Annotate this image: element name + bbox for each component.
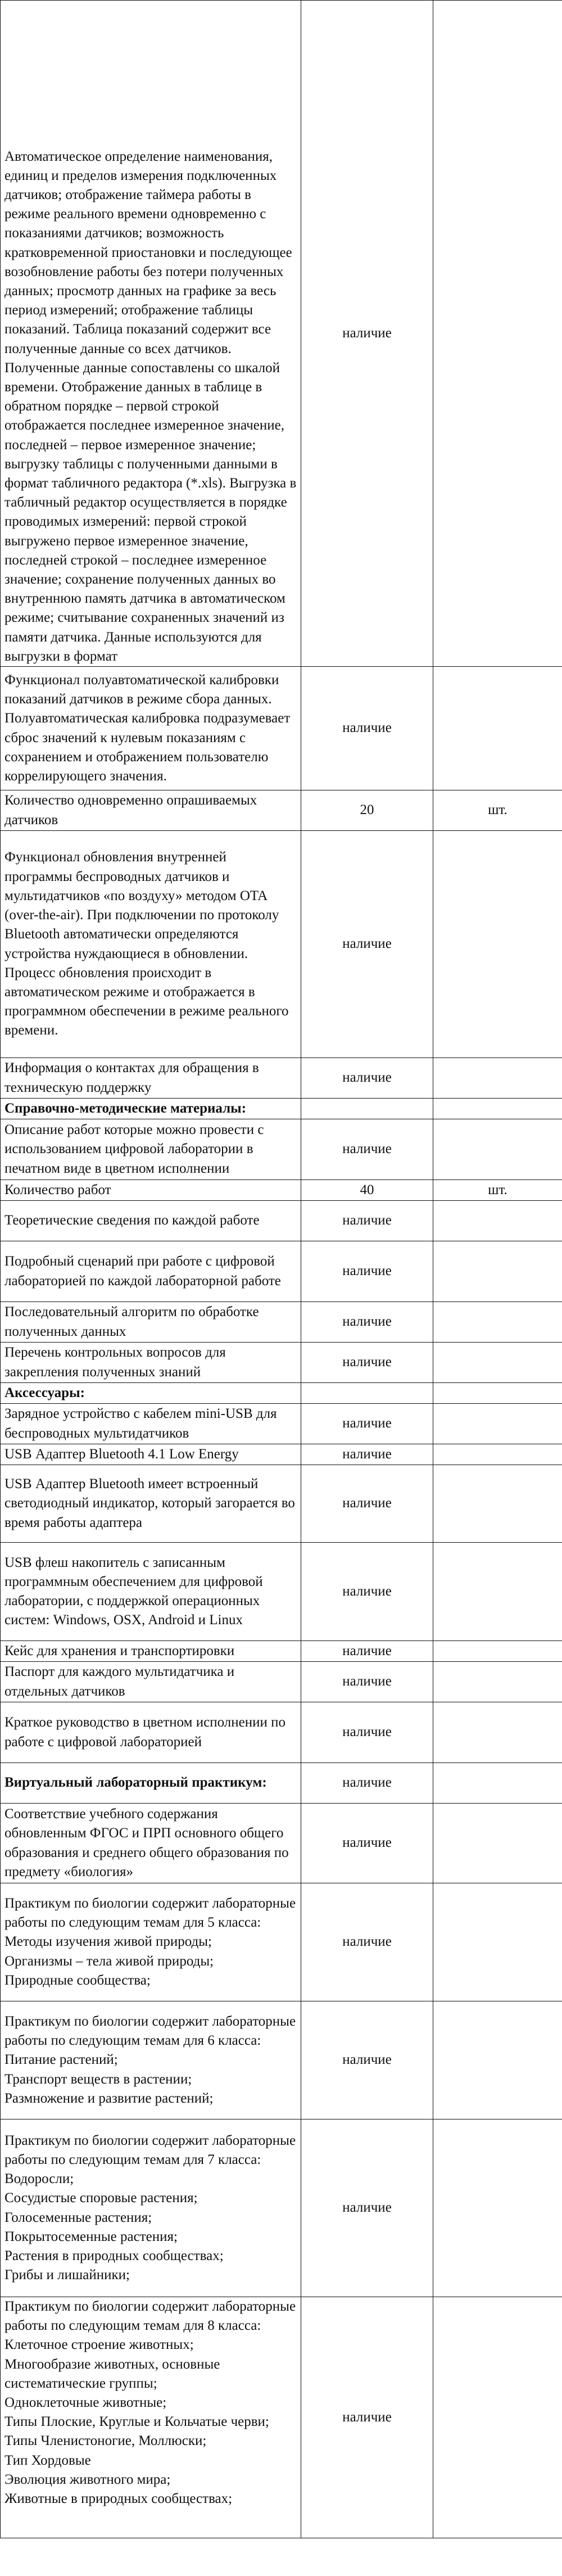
table-row (1, 831, 562, 1058)
row-unit (433, 1662, 562, 1702)
row-value: наличие (301, 1241, 433, 1302)
table-row (1, 790, 562, 831)
table-row (1, 1662, 562, 1702)
row-name: USB Адаптер Bluetooth 4.1 Low Energy (1, 1444, 301, 1465)
row-unit (433, 1702, 562, 1763)
row-value: 40 (301, 1180, 433, 1201)
table-row (1, 667, 562, 790)
row-name: Функционал полуавтоматической калибровки показаний датчиков в режиме сбора данных. Полуавтоматическая калибровка подразумевает сброс значений к нулевым показаниям с сохранением и отображением пользователю коррелирующего значения. (1, 667, 301, 790)
row-unit (433, 2001, 562, 2119)
row-value: наличие (301, 1763, 433, 1804)
section-heading-row (1, 1763, 562, 1804)
row-name: Информация о контактах для обращения в техническую поддержку (1, 1058, 301, 1099)
row-unit (433, 1383, 562, 1404)
row-name: Краткое руководство в цветном исполнении по работе с цифровой лабораторией (1, 1702, 301, 1763)
table-row (1, 1180, 562, 1201)
row-value: наличие (301, 1465, 433, 1543)
table-row (1, 1119, 562, 1180)
row-unit (433, 1119, 562, 1180)
row-unit (433, 1201, 562, 1241)
row-value: наличие (301, 1662, 433, 1702)
row-name: Зарядное устройство с кабелем mini-USB для беспроводных мультидатчиков (1, 1404, 301, 1444)
row-value: наличие (301, 1883, 433, 2001)
row-name: Кейс для хранения и транспортировки (1, 1641, 301, 1662)
section-heading-row (1, 1383, 562, 1404)
row-name: Соответствие учебного содержания обновленным ФГОС и ПРП основного общего образования и среднего общего образования по предмету «биология» (1, 1804, 301, 1883)
row-name: Количество одновременно опрашиваемых датчиков (1, 790, 301, 831)
row-value (301, 1099, 433, 1119)
row-unit (433, 1641, 562, 1662)
row-unit (433, 1343, 562, 1383)
row-unit (433, 1241, 562, 1302)
row-unit (433, 1302, 562, 1343)
table-row (1, 1465, 562, 1543)
row-unit (433, 1444, 562, 1465)
row-value: наличие (301, 1119, 433, 1180)
row-name: Теоретические сведения по каждой работе (1, 1201, 301, 1241)
row-unit (433, 2297, 562, 2538)
row-value: наличие (301, 1404, 433, 1444)
table-row (1, 2119, 562, 2297)
table-row (1, 1543, 562, 1641)
row-value: наличие (301, 1641, 433, 1662)
row-unit (433, 1058, 562, 1099)
row-value: наличие (301, 1, 433, 667)
row-name: Функционал обновления внутренней программы беспроводных датчиков и мультидатчиков «по воздуху» методом OTA (over-the-air). При подключении по протоколу Bluetooth автоматически определяются устройства нуждающиеся в обновлении. Процесс обновления происходит в автоматическом режиме и отображается в программном обеспечении в режиме реального времени. (1, 831, 301, 1058)
row-name: Описание работ которые можно провести с использованием цифровой лаборатории в печатном виде в цветном исполнении (1, 1119, 301, 1180)
row-unit (433, 667, 562, 790)
row-unit (433, 1543, 562, 1641)
row-value: наличие (301, 1343, 433, 1383)
section-heading: Справочно-методические материалы: (1, 1099, 301, 1119)
row-unit (433, 2119, 562, 2297)
row-unit (433, 1404, 562, 1444)
row-unit (433, 831, 562, 1058)
table-row (1, 1058, 562, 1099)
row-value: наличие (301, 2001, 433, 2119)
row-value: наличие (301, 1058, 433, 1099)
table-row (1, 1883, 562, 2001)
row-value: наличие (301, 1302, 433, 1343)
row-name: USB Адаптер Bluetooth имеет встроенный светодиодный индикатор, который загорается во время работы адаптера (1, 1465, 301, 1543)
row-name: Количество работ (1, 1180, 301, 1201)
row-unit (433, 1763, 562, 1804)
row-name: Автоматическое определение наименования, единиц и пределов измерения подключенных датчиков; отображение таймера работы в режиме реального времени одновременно с показаниями датчиков; возможность кратковременной приостановки и последующее возобновление работы без потери полученных данных; просмотр данных на графике за весь период измерений; отображение таблицы показаний. Таблица показаний содержит все полученные данные со всех датчиков. Полученные данные сопоставлены со шкалой времени. Отображение данных в таблице в обратном порядке – первой строкой отображается последнее измеренное значение, последней – первое измеренное значение; выгрузку таблицы с полученными данными в формат табличного редактора (*.xls). Выгрузка в табличный редактор осуществляется в порядке проводимых измерений: первой строкой выгружено первое измеренное значение, последней строкой – последнее измеренное значение; сохранение полученных данных во внутреннюю память датчика в автоматическом режиме; считывание сохраненных значений из памяти датчика. Данные используются для выгрузки в формат (1, 1, 301, 667)
section-heading-row (1, 1099, 562, 1119)
table-row (1, 1201, 562, 1241)
row-value: наличие (301, 667, 433, 790)
section-heading: Аксессуары: (1, 1383, 301, 1404)
row-name: USB флеш накопитель с записанным программным обеспечением для цифровой лаборатории, с поддержкой операционных систем: Windows, OSX, Android и Linux (1, 1543, 301, 1641)
table-row (1, 1343, 562, 1383)
table-row (1, 1404, 562, 1444)
table-row (1, 1444, 562, 1465)
table-row (1, 1, 562, 667)
row-name: Практикум по биологии содержит лабораторные работы по следующим темам для 6 класса: Питание растений; Транспорт веществ в растении; Размножение и развитие растений; (1, 2001, 301, 2119)
row-name: Практикум по биологии содержит лабораторные работы по следующим темам для 8 класса: Клеточное строение животных; Многообразие животных, основные систематические группы; Одноклеточные животные; Типы Плоские, Круглые и Кольчатые черви; Типы Членистоногие, Моллюски; Тип Хордовые Эволюция животного мира; Животные в природных сообществах; (1, 2297, 301, 2538)
row-value: наличие (301, 1804, 433, 1883)
row-value: наличие (301, 1543, 433, 1641)
row-name: Подробный сценарий при работе с цифровой лабораторией по каждой лабораторной работе (1, 1241, 301, 1302)
table-row (1, 2297, 562, 2538)
table-row (1, 2001, 562, 2119)
row-unit: шт. (433, 1180, 562, 1201)
row-name: Паспорт для каждого мультидатчика и отдельных датчиков (1, 1662, 301, 1702)
row-unit (433, 1804, 562, 1883)
row-value: наличие (301, 2119, 433, 2297)
table-row (1, 1241, 562, 1302)
row-unit (433, 1099, 562, 1119)
table-row (1, 1641, 562, 1662)
table-row (1, 1804, 562, 1883)
table-row (1, 1702, 562, 1763)
table-row (1, 1302, 562, 1343)
row-value: 20 (301, 790, 433, 831)
section-heading: Виртуальный лабораторный практикум: (1, 1763, 301, 1804)
row-value: наличие (301, 1702, 433, 1763)
row-name: Перечень контрольных вопросов для закрепления полученных знаний (1, 1343, 301, 1383)
row-value: наличие (301, 2297, 433, 2538)
row-name: Практикум по биологии содержит лабораторные работы по следующим темам для 5 класса: Методы изучения живой природы; Организмы – тела живой природы; Природные сообщества; (1, 1883, 301, 2001)
row-unit (433, 1, 562, 667)
row-value: наличие (301, 1201, 433, 1241)
row-name: Практикум по биологии содержит лабораторные работы по следующим темам для 7 класса: Водоросли; Сосудистые споровые растения; Голосеменные растения; Покрытосеменные растения; Растения в природных сообществах; Грибы и лишайники; (1, 2119, 301, 2297)
row-unit (433, 1465, 562, 1543)
row-value: наличие (301, 831, 433, 1058)
row-value: наличие (301, 1444, 433, 1465)
row-unit (433, 1883, 562, 2001)
row-name: Последовательный алгоритм по обработке полученных данных (1, 1302, 301, 1343)
row-unit: шт. (433, 790, 562, 831)
row-value (301, 1383, 433, 1404)
